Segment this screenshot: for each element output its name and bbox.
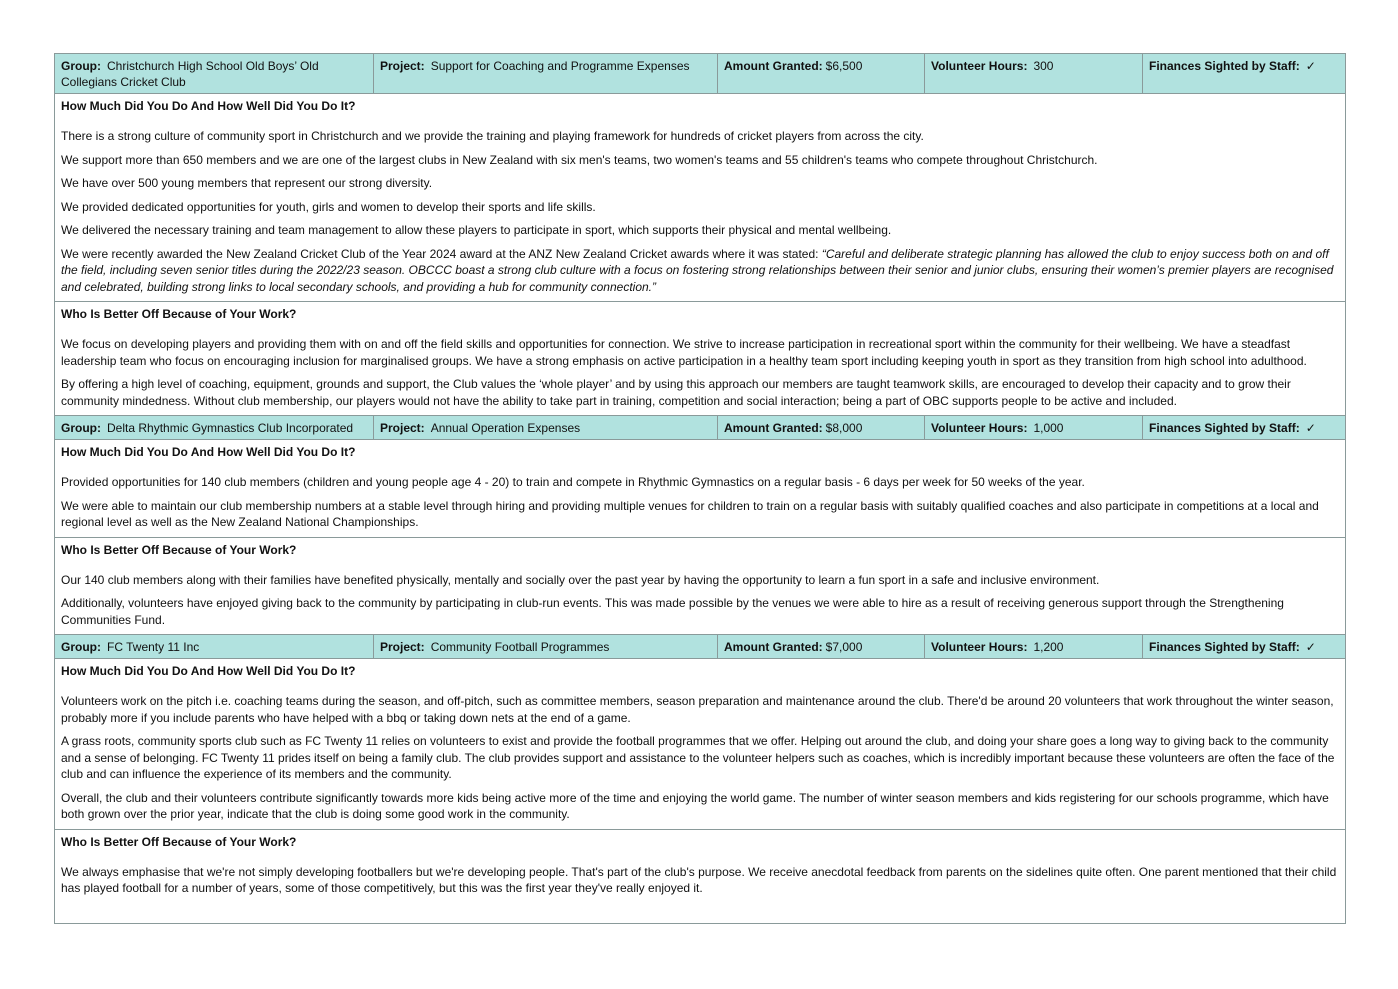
amount-value: $8,000 xyxy=(825,421,863,435)
paragraph: We were able to maintain our club membership numbers at a stable level through hiring and providing multiple venues for children to train on a regular basis with suitably qualified coaches and also participate in competitions at a local and regional level as well as the New Zealand National Championships. xyxy=(61,498,1319,529)
section-heading: Who Is Better Off Because of Your Work? xyxy=(61,542,297,557)
group-cell xyxy=(55,635,374,658)
paragraph: Provided opportunities for 140 club members (children and young people age 4 - 20) to train and compete in Rhythmic Gymnastics on a regular basis - 6 days per week for 50 weeks of the year. xyxy=(61,475,1085,489)
amount-cell xyxy=(718,54,925,93)
paragraph: Our 140 club members along with their families have benefited physically, mentally and socially over the past year by having the opportunity to learn a fun sport in a safe and inclusive environment. xyxy=(61,572,1100,587)
how-much-section xyxy=(55,440,1345,538)
check-icon: ✓ xyxy=(1305,59,1316,73)
paragraph: We always emphasise that we're not simply developing footballers but we're developing people. That's part of the club's purpose. We receive anecdotal feedback from parents on the sidelines quite often. One parent mentioned that their child has played football for a number of years, some of those competitively, but this was the first year they've really enjoyed it. xyxy=(61,864,1337,895)
amount-value: $7,000 xyxy=(825,640,863,654)
paragraph: Additionally, volunteers have enjoyed giving back to the community by participating in club-run events. This was made possible by the venues we were able to hire as a result of receiving generous support through the Strengthening Communities Fund. xyxy=(61,596,1284,627)
better-off-section xyxy=(55,538,1345,636)
section-heading: How Much Did You Do And How Well Did You Do It? xyxy=(61,99,356,113)
group-cell xyxy=(55,416,374,439)
section-heading: Who Is Better Off Because of Your Work? xyxy=(61,834,297,849)
project-cell xyxy=(374,635,718,658)
project-label: Project: xyxy=(380,421,425,435)
paragraph: We have over 500 young members that represent our strong diversity. xyxy=(61,176,433,190)
paragraph: A grass roots, community sports club such as FC Twenty 11 relies on volunteers to exist and provide the football programmes that we offer. Helping out around the club, and doing your share goes a long way to giving back to the community and a sense of belonging. FC Twenty 11 prides itself on being a family club. The club provides support and assistance to the volunteer helpers such as coaches, which is incredibly important because these volunteers are often the face of the club and can influence the experience of its members and the community. xyxy=(61,734,1335,781)
entry-header-row xyxy=(55,635,1345,659)
hours-value: 1,000 xyxy=(1033,421,1064,435)
group-label: Group: xyxy=(61,59,101,73)
how-much-section xyxy=(55,94,1345,302)
finances-label: Finances Sighted by Staff: xyxy=(1149,421,1300,435)
amount-label: Amount Granted: xyxy=(724,421,823,435)
paragraph: We provided dedicated opportunities for youth, girls and women to develop their sports and life skills. xyxy=(61,199,596,214)
group-label: Group: xyxy=(61,640,101,654)
award-text: We were recently awarded the New Zealand Cricket Club of the Year 2024 award at the ANZ New Zealand Cricket awards where it was stated: xyxy=(61,246,822,261)
project-label: Project: xyxy=(380,59,425,73)
group-value: Christchurch High School Old Boys’ Old Collegians Cricket Club xyxy=(61,59,319,89)
amount-label: Amount Granted: xyxy=(724,59,823,73)
project-value: Community Football Programmes xyxy=(430,640,610,654)
finances-label: Finances Sighted by Staff: xyxy=(1149,640,1300,654)
paragraph: We focus on developing players and providing them with on and off the field skills and opportunities for connection. We strive to increase participation in recreational sport within the community for their wellbeing. We have a steadfast leadership team who focus on encouraging inclusion for marginalised groups. We have a strong emphasis on active participation in a healthy team sport including keeping youth in sport as they transition from high school into adulthood. xyxy=(61,337,1307,368)
project-label: Project: xyxy=(380,640,425,654)
paragraph: Volunteers work on the pitch i.e. coaching teams during the season, and off-pitch, such as committee members, season preparation and maintenance around the club. There'd be around 20 volunteers that work throughout the winter season, probably more if you include parents who have helped with a bbq or taking down nets at the end of a game. xyxy=(61,694,1334,725)
group-value: FC Twenty 11 Inc xyxy=(107,640,200,654)
better-off-section xyxy=(55,302,1345,416)
hours-label: Volunteer Hours: xyxy=(931,640,1028,654)
paragraph: There is a strong culture of community sport in Christchurch and we provide the training and playing framework for hundreds of cricket players from across the city. xyxy=(61,129,924,143)
amount-cell xyxy=(718,416,925,439)
amount-value: $6,500 xyxy=(825,59,863,73)
hours-label: Volunteer Hours: xyxy=(931,421,1028,435)
hours-cell xyxy=(925,416,1143,439)
better-off-section xyxy=(55,830,1345,923)
hours-value: 300 xyxy=(1033,59,1054,73)
project-cell xyxy=(374,416,718,439)
paragraph: By offering a high level of coaching, equipment, grounds and support, the Club values the ‘whole player’ and by using this approach our members are taught teamwork skills, are encouraged to develop their capacity and to grow their community mindedness. Without club membership, our players would not have the ability to take part in training, competition and social interaction; being a part of OBC supports people to be active and included. xyxy=(61,377,1291,408)
award-paragraph xyxy=(61,246,1339,296)
finances-cell xyxy=(1143,416,1345,439)
paragraph: We support more than 650 members and we are one of the largest clubs in New Zealand with six men's teams, two women's teams and 55 children's teams who compete throughout Christchurch. xyxy=(61,152,1098,167)
grant-report-table xyxy=(54,53,1346,924)
project-value: Support for Coaching and Programme Expenses xyxy=(430,59,690,73)
project-value: Annual Operation Expenses xyxy=(430,421,581,435)
finances-cell xyxy=(1143,635,1345,658)
section-heading: How Much Did You Do And How Well Did You Do It? xyxy=(61,445,356,459)
hours-label: Volunteer Hours: xyxy=(931,59,1028,73)
finances-label: Finances Sighted by Staff: xyxy=(1149,59,1300,73)
group-cell xyxy=(55,54,374,93)
project-cell xyxy=(374,54,718,93)
paragraph: We delivered the necessary training and team management to allow these players to participate in sport, which supports their physical and mental wellbeing. xyxy=(61,223,892,237)
hours-cell xyxy=(925,635,1143,658)
how-much-section xyxy=(55,659,1345,830)
hours-cell xyxy=(925,54,1143,93)
amount-label: Amount Granted: xyxy=(724,640,823,654)
check-icon: ✓ xyxy=(1305,640,1316,654)
entry-header-row xyxy=(55,54,1345,94)
amount-cell xyxy=(718,635,925,658)
section-heading: Who Is Better Off Because of Your Work? xyxy=(61,307,297,321)
group-value: Delta Rhythmic Gymnastics Club Incorporated xyxy=(107,421,354,435)
finances-cell xyxy=(1143,54,1345,93)
paragraph: Overall, the club and their volunteers contribute significantly towards more kids being active more of the time and enjoying the world game. The number of winter season members and kids registering for our schools programme, which have both grown over the prior year, indicate that the club is doing some good work in the community. xyxy=(61,790,1329,821)
section-heading: How Much Did You Do And How Well Did You Do It? xyxy=(61,664,356,678)
entry-header-row xyxy=(55,416,1345,440)
hours-value: 1,200 xyxy=(1033,640,1064,654)
group-label: Group: xyxy=(61,421,101,435)
award-quote: “Careful and deliberate strategic planning has allowed the club to enjoy success both on and off the field, including seven senior titles during the 2022/23 season. OBCCC boast a strong club culture with a focus on fostering strong relationships between their senior and junior clubs, ensuring their women’s premier players are recognised and celebrated, building strong links to local secondary schools, and providing a hub for community connection.” xyxy=(61,246,1334,294)
check-icon: ✓ xyxy=(1305,421,1316,435)
